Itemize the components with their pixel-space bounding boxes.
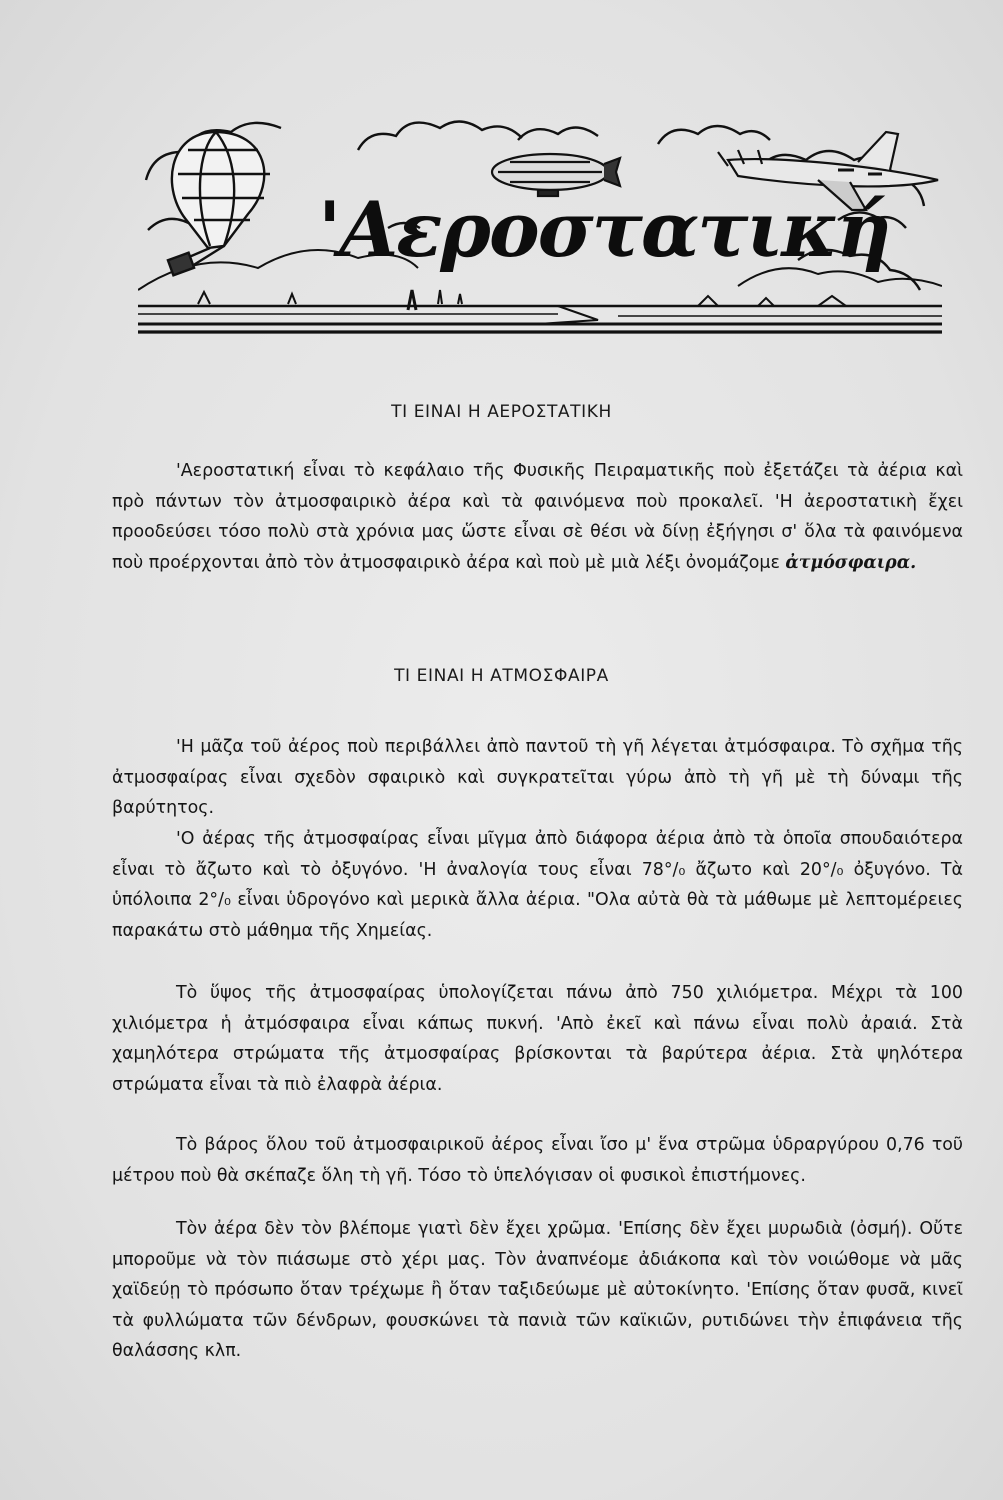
paragraph-air-properties: Τὸν ἀέρα δὲν τὸν βλέπομε γιατὶ δὲν ἔχει χρῶμα. 'Επίσης δὲν ἔχει μυρωδιὰ (ὀσμή). Οὔτε μποροῦμε νὰ τὸν πιάσωμε στὸ χέρι μας. Τὸν ἀναπνέομε ἀδιάκοπα καὶ τὸν νοιώθομε νὰ μᾶς χαϊδεύῃ τὸ πρόσωπο ὅταν τρέχωμε ἢ ὅταν ταξιδεύωμε μὲ αὐτοκίνητο. 'Επίσης ὅταν φυσᾶ, κινεῖ τὰ φυλλώματα τῶν δένδρων, φουσκώνει τὰ πανιὰ τῶν καϊκιῶν, ρυτιδώνει τὴν ἐπιφάνεια τῆς θαλάσσης κλπ.: [112, 1219, 963, 1362]
paragraph-aerostatics-definition: [112, 456, 963, 578]
hot-air-balloon-icon: [168, 132, 270, 275]
paragraph-air-weight: Τὸ βάρος ὅλου τοῦ ἀτμοσφαιρικοῦ ἀέρος εἶναι ἴσο μ' ἕνα στρῶμα ὑδραργύρου 0,76 τοῦ μέτρου ποὺ θὰ σκέπαζε ὅλη τὴ γῆ. Τόσο τὸ ὑπελόγισαν οἱ φυσικοὶ ἐπιστήμονες.: [112, 1135, 963, 1186]
title-banner: [138, 110, 942, 338]
paragraph-atmosphere-composition: 'Ο ἀέρας τῆς ἀτμοσφαίρας εἶναι μῖγμα ἀπὸ διάφορα ἀέρια ἀπὸ τὰ ὁποῖα σπουδαιότερα εἶναι τὸ ἄζωτο καὶ τὸ ὀξυγόνο. 'Η ἀναλογία τους εἶναι 78°/₀ ἄζωτο καὶ 20°/₀ ὀξυγόνο. Τὰ ὑπόλοιπα 2°/₀ εἶναι ὑδρογόνο καὶ μερικὰ ἄλλα ἀέρια. "Ολα αὐτὰ θὰ τὰ μάθωμε μὲ λεπτομέρειες παρακάτω στὸ μάθημα τῆς Χημείας.: [112, 829, 963, 941]
section-heading-aerostatics: ΤΙ ΕΙΝΑΙ Η ΑΕΡΟΣΤΑΤΙΚΗ: [391, 402, 612, 422]
paragraph-text: 'Αεροστατική εἶναι τὸ κεφάλαιο τῆς Φυσικῆς Πειραματικῆς ποὺ ἐξετάζει τὰ ἀέρια καὶ πρὸ πάντων τὸν ἀτμοσφαιρικὸ ἀέρα καὶ τὰ φαινόμενα ποὺ προκαλεῖ. 'Η ἀεροστατικὴ ἔχει προοδεύσει τόσο πολὺ στὰ χρόνια μας ὥστε εἶναι σὲ θέσι νὰ δίνῃ ἐξήγησι σ' ὅλα τὰ φαινόμενα ποὺ προέρχονται ἀπὸ τὸν ἀτμοσφαιρικὸ ἀέρα καὶ ποὺ μὲ μιὰ λέξι ὀνομάζομε: [112, 461, 963, 573]
paragraph-atmosphere-mass: 'Η μᾶζα τοῦ ἀέρος ποὺ περιβάλλει ἀπὸ παντοῦ τὴ γῆ λέγεται ἀτμόσφαιρα. Τὸ σχῆμα τῆς ἀτμοσφαίρας εἶναι σχεδὸν σφαιρικὸ καὶ συγκρατεῖται γύρω ἀπὸ τὴ γῆ μὲ τὴ δύναμι τῆς βαρύτητος.: [112, 737, 963, 819]
banner-title: 'Αεροστατική: [318, 185, 890, 274]
section-heading-atmosphere: ΤΙ ΕΙΝΑΙ Η ΑΤΜΟΣΦΑΙΡΑ: [394, 666, 609, 686]
emphasized-term: ἀτμόσφαιρα.: [785, 552, 917, 573]
paragraph-atmosphere-height: Τὸ ὕψος τῆς ἀτμοσφαίρας ὑπολογίζεται πάνω ἀπὸ 750 χιλιόμετρα. Μέχρι τὰ 100 χιλιόμετρα ἡ ἀτμόσφαιρα εἶναι κάπως πυκνή. 'Απὸ ἐκεῖ καὶ πάνω εἶναι πολὺ ἀραιά. Στὰ χαμηλότερα στρώματα τῆς ἀτμοσφαίρας βρίσκονται τὰ βαρύτερα ἀέρια. Στὰ ψηλότερα στρώματα εἶναι τὰ πιὸ ἐλαφρὰ ἀέρια.: [112, 983, 963, 1095]
